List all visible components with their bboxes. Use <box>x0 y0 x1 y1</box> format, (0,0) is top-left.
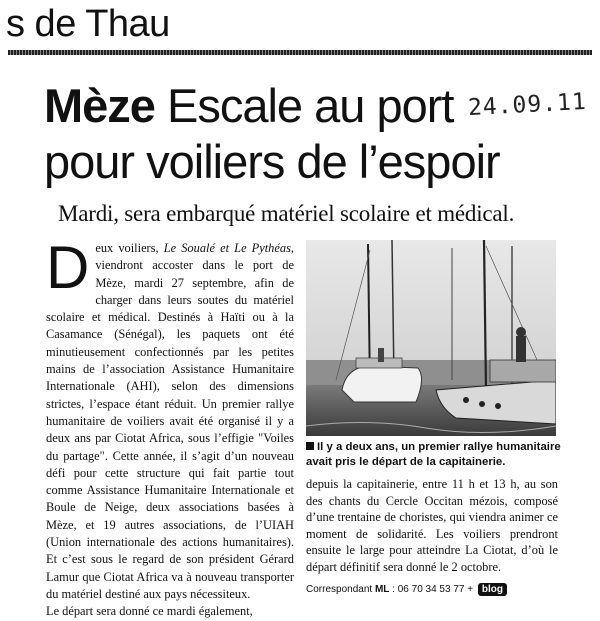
column-2-paragraph: depuis la capitainerie, entre 11 h et 13 h, au son des chants du Cercle Occitan mézois, composé d’une trentaine de choristes, qui viendra animer ce moment de solidarité. Les voiliers prendront ensuite le large pour atteindre La Ciotat, d’où le départ définitif sera donné le 2 octobre. <box>306 477 558 574</box>
page-header <box>0 0 600 56</box>
credit-phone: : 06 70 34 53 77 + <box>392 584 474 595</box>
article-photo <box>306 240 556 436</box>
sailboats-photo <box>306 240 556 436</box>
headline-line2: pour voiliers de l’espoir <box>44 135 500 188</box>
correspondent-credit <box>306 582 576 598</box>
drop-cap: D <box>46 234 90 301</box>
credit-label: Correspondant <box>306 584 373 595</box>
article-column-2 <box>306 476 558 576</box>
intro-text-1: eux voiliers, <box>95 241 159 255</box>
blog-tag: blog <box>478 583 507 596</box>
handwritten-date: 24.09.11 <box>467 88 588 122</box>
intro-and: et <box>220 241 230 255</box>
section-title: s de Thau <box>6 3 170 45</box>
photo-caption <box>306 440 568 470</box>
intro-text-2: viendront accoster dans le port de Mèze, mardi 27 septembre, afin de charger dans leurs soutes du matériel scolaire et médical. Destinés à Haïti ou à la Casamance (Sénégal), les paquets ont été minutieusement confectionnés par les petites mains de l’association Assistance Humanitaire Internationale (AHI), selon des dimensions strictes, l’espace étant réduit. Un premier rallye humanitaire de voiliers avait été organisé il y a deux ans par Ciotat Africa, sous l’effigie "Voiles du partage". Cette année, il s’agit d’un nouveau défi pour cette structure qui fait partie tout comme Assistance Humanitaire Internationale et Boule de Neige, deux associations basées à Mèze, et 19 autres associations, de l’UIAH (Union internationale des actions humanitaires). Et c’est sous le regard de son président Gérard Lamur que Ciotat Africa va à nouveau transporter du matériel destiné aux pays nécessiteux. <box>46 258 294 601</box>
boat-name-2: Le Pythéas, <box>234 241 294 255</box>
header-rule <box>8 50 592 55</box>
article-column-1 <box>46 234 294 621</box>
boat-name-1: Le Soualé <box>163 241 215 255</box>
paragraph-2: Le départ sera donné ce mardi également, <box>46 604 253 619</box>
square-bullet-icon <box>306 442 314 450</box>
article-subtitle: Mardi, sera embarqué matériel scolaire et médical. <box>58 201 515 226</box>
headline-town: Mèze <box>44 79 155 132</box>
headline-line1: Escale au port <box>167 79 454 132</box>
photo-caption-text: Il y a deux ans, un premier rallye humanitaire avait pris le départ de la capitainerie. <box>306 441 561 468</box>
credit-initials: ML <box>374 584 390 595</box>
